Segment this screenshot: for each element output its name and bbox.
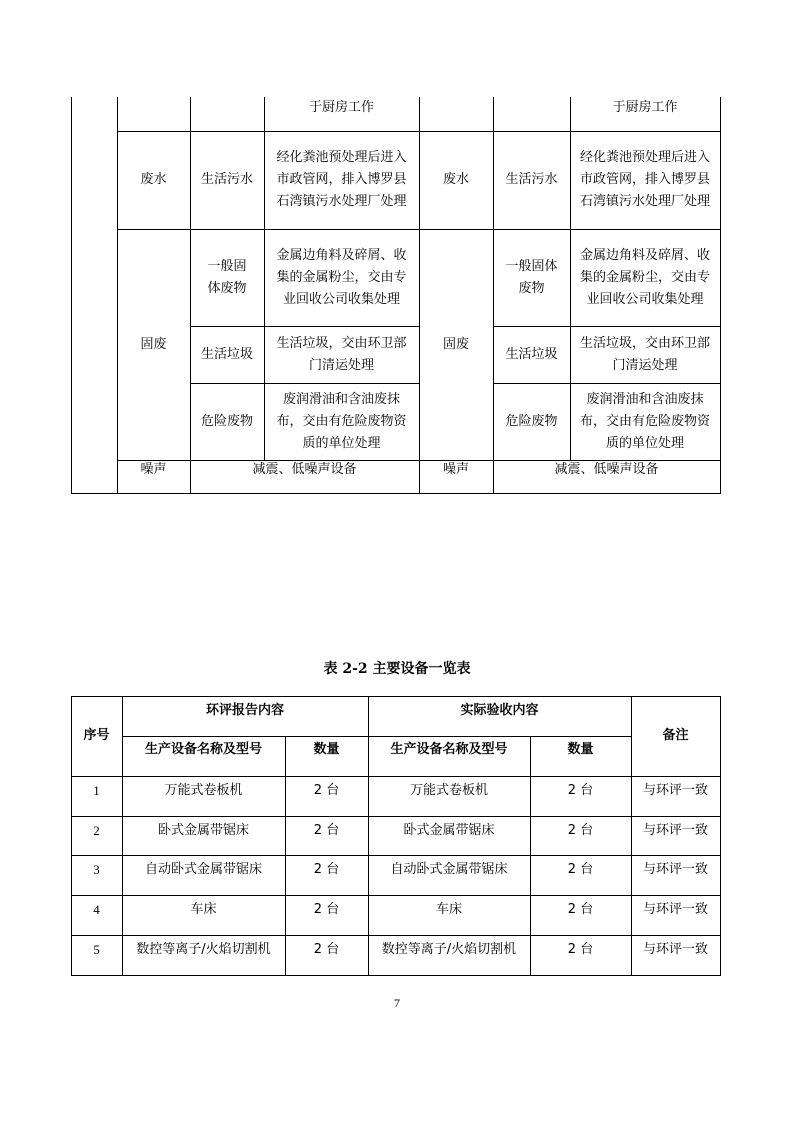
header-qty-label: 数量	[567, 742, 594, 757]
table-caption: 表 2-2 主要设备一览表	[323, 661, 471, 677]
header-actual-label: 实际验收内容	[460, 703, 539, 718]
table-row-remark	[631, 859, 720, 895]
table-row-seq	[71, 859, 122, 895]
table-row-eia-name	[122, 820, 285, 855]
remark-text: 与环评一致	[642, 862, 708, 877]
equipment-name: 车床	[190, 902, 217, 917]
measure-text: 减震、低噪声设备	[554, 462, 659, 477]
table-row-act-qty	[530, 780, 631, 816]
header-act-name	[368, 739, 530, 776]
measure-cell	[570, 383, 720, 460]
equipment-name: 卧式金属带锯床	[403, 823, 495, 838]
measure-cell	[264, 131, 419, 229]
seq-text: 4	[93, 902, 100, 917]
table-row-seq	[71, 780, 122, 816]
subcategory-cell	[190, 383, 264, 460]
header-eia-name	[122, 739, 285, 776]
category-solid-waste: 固废	[140, 336, 167, 352]
measure-cell	[570, 97, 720, 131]
header-act-qty	[530, 739, 631, 776]
table-row-eia-qty	[285, 859, 368, 895]
category-solid-waste: 固废	[442, 336, 469, 352]
table-row-act-qty	[530, 859, 631, 895]
category-cell	[117, 131, 190, 229]
subcategory-cell	[493, 131, 570, 229]
subcategory-hazardous: 危险废物	[200, 413, 253, 429]
subcategory-domestic-garbage: 生活垃圾	[200, 346, 253, 362]
category-cell	[419, 460, 493, 480]
subcategory-hazardous: 危险废物	[505, 413, 558, 429]
category-noise: 噪声	[140, 462, 167, 477]
measure-cell	[493, 460, 720, 480]
page-number: 7	[394, 996, 400, 1010]
subcategory-cell	[493, 229, 570, 326]
equipment-name: 车床	[435, 902, 462, 917]
equipment-name: 自动卧式金属带锯床	[144, 862, 262, 877]
header-eia	[122, 700, 368, 736]
table-row-act-qty	[530, 820, 631, 855]
table-row-act-name	[368, 939, 530, 975]
table-row-eia-qty	[285, 820, 368, 855]
header-remark-label: 备注	[662, 728, 689, 743]
table-row-remark	[631, 899, 720, 935]
subcategory-general-solid: 一般固体废物	[505, 258, 558, 296]
measure-cell	[264, 229, 419, 326]
quantity-text: 2 台	[313, 862, 340, 877]
subcategory-cell	[493, 326, 570, 383]
measure-text: 经化粪池预处理后进入市政管网，排入博罗县石湾镇污水处理厂处理	[579, 150, 710, 209]
remark-text: 与环评一致	[642, 902, 708, 917]
measure-cell	[264, 97, 419, 131]
equipment-name: 数控等离子/火焰切割机	[381, 942, 517, 957]
table-row-eia-name	[122, 780, 285, 816]
header-seq	[71, 696, 122, 776]
measure-cell	[190, 460, 419, 480]
measure-text: 于厨房工作	[612, 100, 678, 115]
category-cell	[117, 460, 190, 480]
remark-text: 与环评一致	[642, 942, 708, 957]
table-row-remark	[631, 820, 720, 855]
quantity-text: 2 台	[567, 783, 594, 798]
quantity-text: 2 台	[567, 902, 594, 917]
header-name-model-label: 生产设备名称及型号	[390, 742, 508, 757]
table-row-eia-qty	[285, 899, 368, 935]
category-cell	[419, 131, 493, 229]
table-row-act-qty	[530, 899, 631, 935]
table-row-eia-qty	[285, 780, 368, 816]
measure-cell	[264, 326, 419, 383]
equipment-name: 数控等离子/火焰切割机	[136, 942, 271, 957]
equipment-name: 卧式金属带锯床	[157, 823, 249, 838]
subcategory-cell	[493, 383, 570, 460]
seq-text: 5	[93, 942, 100, 957]
measure-text: 金属边角料及碎屑、收集的金属粉尘，交由专业回收公司收集处理	[276, 247, 407, 307]
measure-cell	[264, 383, 419, 460]
measure-cell	[570, 229, 720, 326]
table-row-eia-qty	[285, 939, 368, 975]
header-eia-qty	[285, 739, 368, 776]
header-seq-label: 序号	[83, 728, 110, 743]
measure-text: 经化粪池预处理后进入市政管网，排入博罗县石湾镇污水处理厂处理	[276, 150, 407, 209]
table-row-act-name	[368, 780, 530, 816]
measure-text: 生活垃圾，交由环卫部门清运处理	[276, 335, 407, 373]
equipment-name: 万能式卷板机	[409, 783, 488, 798]
table-row-act-name	[368, 899, 530, 935]
header-eia-label: 环评报告内容	[205, 703, 284, 718]
header-qty-label: 数量	[313, 742, 340, 757]
table-row-act-qty	[530, 939, 631, 975]
measure-text: 废润滑油和含油废抹布，交由有危险废物资质的单位处理	[579, 391, 710, 451]
quantity-text: 2 台	[313, 902, 340, 917]
subcategory-cell	[190, 326, 264, 383]
measure-cell	[570, 131, 720, 229]
seq-text: 2	[93, 823, 100, 838]
table-row-remark	[631, 939, 720, 975]
table-row-seq	[71, 899, 122, 935]
subcategory-domestic-garbage: 生活垃圾	[505, 346, 558, 362]
measure-text: 生活垃圾，交由环卫部门清运处理	[579, 335, 710, 373]
quantity-text: 2 台	[567, 823, 594, 838]
remark-text: 与环评一致	[642, 783, 708, 798]
table-row-eia-name	[122, 939, 285, 975]
measure-cell	[570, 326, 720, 383]
subcategory-cell	[190, 229, 264, 326]
table-row-eia-name	[122, 899, 285, 935]
measure-text: 减震、低噪声设备	[252, 462, 357, 477]
table-row-eia-name	[122, 859, 285, 895]
measure-text: 于厨房工作	[308, 100, 374, 115]
subcategory-cell	[190, 131, 264, 229]
category-noise: 噪声	[442, 462, 469, 477]
remark-text: 与环评一致	[642, 823, 708, 838]
quantity-text: 2 台	[313, 783, 340, 798]
quantity-text: 2 台	[313, 823, 340, 838]
header-name-model-label: 生产设备名称及型号	[144, 742, 262, 757]
seq-text: 3	[93, 862, 100, 877]
table-row-seq	[71, 939, 122, 975]
category-cell	[419, 229, 493, 460]
category-cell	[117, 229, 190, 460]
equipment-name: 万能式卷板机	[164, 783, 243, 798]
quantity-text: 2 台	[313, 942, 340, 957]
subcategory-general-solid: 一般固体废物	[207, 258, 247, 296]
subcategory-domestic-sewage: 生活污水	[505, 172, 558, 187]
subcategory-domestic-sewage: 生活污水	[200, 172, 253, 187]
category-wastewater: 废水	[140, 172, 167, 187]
quantity-text: 2 台	[567, 862, 594, 877]
header-actual	[368, 700, 631, 736]
table-row-seq	[71, 820, 122, 855]
table-row-act-name	[368, 859, 530, 895]
quantity-text: 2 台	[567, 942, 594, 957]
measure-text: 废润滑油和含油废抹布，交由有危险废物资质的单位处理	[276, 391, 407, 451]
equipment-name: 自动卧式金属带锯床	[390, 862, 508, 877]
seq-text: 1	[93, 783, 100, 798]
measure-text: 金属边角料及碎屑、收集的金属粉尘，交由专业回收公司收集处理	[579, 247, 710, 307]
header-remark	[631, 696, 720, 776]
category-wastewater: 废水	[442, 172, 469, 187]
table-row-remark	[631, 780, 720, 816]
table-row-act-name	[368, 820, 530, 855]
